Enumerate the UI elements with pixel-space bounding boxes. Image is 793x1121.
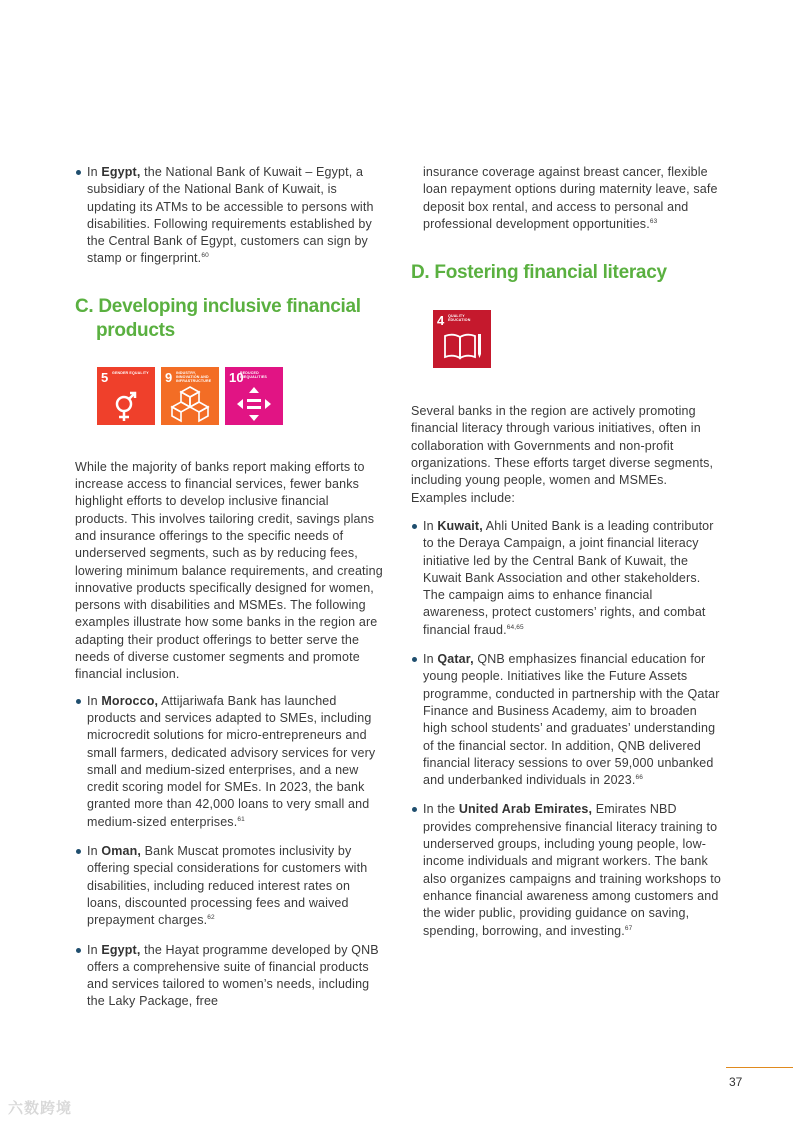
section-d-intro: Several banks in the region are actively promoting financial literacy through various initiatives, often in collaboration with Governments and non-profit organizations. These efforts target diverse segments, including young people, women and MSMEs. Examples include: — [411, 404, 714, 505]
footnote-ref[interactable]: 61 — [237, 815, 245, 823]
footnote-ref[interactable]: 66 — [635, 774, 644, 782]
footnote-ref[interactable]: 60 — [201, 252, 209, 260]
sdg-5-icon: 5 GENDER EQUALITY — [97, 367, 155, 425]
right-column — [411, 164, 721, 940]
list-item: In Morocco, Attijariwafa Bank has launched products and services adapted to SMEs, including microcredit solutions for micro-entrepreneurs and small farmers, dedicated advisory services for very small and medium-sized enterprises, and a new credit scoring model for SMEs. In 2023, the bank granted more than 42,000 loans to very small and medium-sized enterprises.$^{61}$ — [75, 693, 385, 831]
page-number: 37 — [729, 1075, 743, 1089]
country-name: Egypt, — [101, 165, 141, 179]
watermark: 六数跨境 — [8, 1100, 73, 1117]
book-pencil-icon — [433, 310, 491, 368]
sdg-10-icon: 10 REDUCED INEQUALITIES — [225, 367, 283, 425]
list-item: In Egypt, the Hayat programme developed by QNB offers a comprehensive suite of financial products and services tailored to women’s needs, including the Laky Package, free — [75, 942, 385, 1011]
footnote-ref[interactable]: 67 — [624, 924, 633, 932]
list-item: In Egypt, the National Bank of Kuwait – Egypt, a subsidiary of the National Bank of Kuwait, is updating its ATMs to be accessible to persons with disabilities. Following requirements established by the Central Bank of Egypt, customers can sign by stamp or fingerprint.$^{60}$ — [75, 164, 385, 268]
country-name: Egypt, — [101, 942, 141, 957]
gender-equality-icon — [97, 367, 155, 425]
section-c-heading: C. Developing inclusive financial products — [75, 295, 361, 341]
equality-arrows-icon — [225, 367, 283, 425]
list-item: In Kuwait, Ahli United Bank is a leading contributor to the Deraya Campaign, a joint financial literacy initiative led by the Central Bank of Kuwait, the Kuwait Bank Association and other stakeholders. The campaign aims to enhance financial awareness, protect customers’ rights, and combat financial fraud.$^{64,65}$ — [411, 518, 721, 639]
country-name: United Arab Emirates, — [458, 802, 593, 817]
footnote-ref[interactable]: 64,65 — [506, 623, 524, 631]
section-d-heading: D. Fostering financial literacy — [411, 262, 667, 284]
sdg-icons-d — [411, 310, 721, 368]
continuation-paragraph: insurance coverage against breast cancer, flexible loan repayment options during maternity leave, safe deposit box rental, and access to personal and professional development opportunities.$^{63}$ — [423, 165, 718, 231]
cubes-icon — [161, 367, 219, 425]
list-item: In the United Arab Emirates, Emirates NBD provides comprehensive financial literacy training to underserved groups, including young people, low-income individuals and migrant workers. The bank also organizes campaigns and training workshops to enhance financial awareness among customers and the wider public, providing guidance on saving, spending, borrowing, and investing.$^{67}$ — [411, 801, 721, 939]
country-name: Morocco, — [101, 693, 159, 708]
country-name: Kuwait, — [437, 518, 483, 533]
country-name: Qatar, — [437, 652, 474, 667]
footnote-ref[interactable]: 63 — [649, 217, 658, 225]
list-item: In Qatar, QNB emphasizes financial education for young people. Initiatives like the Future Assets programme, conducted in partnership with the Qatar Finance and Business Academy, aim to broaden high school students’ and graduates’ understanding of the financial sector. In addition, QNB delivered financial literacy sessions to over 59,000 unbanked and underbanked individuals in 2023.66 — [411, 651, 721, 789]
sdg-9-icon: 9 INDUSTRY, INNOVATION AND INFRASTRUCTURE — [161, 367, 219, 425]
footer-rule — [726, 1067, 793, 1068]
sdg-icons-c — [75, 367, 385, 425]
country-name: Oman, — [101, 844, 142, 859]
list-item: In Oman, Bank Muscat promotes inclusivity by offering special considerations for customers with disabilities, including reduced interest rates on loans, discounted processing fees and waived prepayment charges.$^{62}$ — [75, 843, 385, 929]
section-c-intro: While the majority of banks report making efforts to increase access to financial services, fewer banks highlight efforts to develop inclusive financial products. This involves tailoring credit, savings plans and insurance offerings to the specific needs of underserved segments, such as by reducing fees, lowering minimum balance requirements, and creating innovative products specifically designed for women, persons with disabilities and MSMEs. The following examples illustrate how some banks in the region are adapting their product offerings to better serve the needs of diverse customer segments and promote financial inclusion. — [75, 459, 383, 682]
sdg-4-icon: 4 QUALITY EDUCATION — [433, 310, 491, 368]
footnote-ref[interactable]: 62 — [207, 914, 215, 922]
left-column — [75, 164, 385, 1011]
